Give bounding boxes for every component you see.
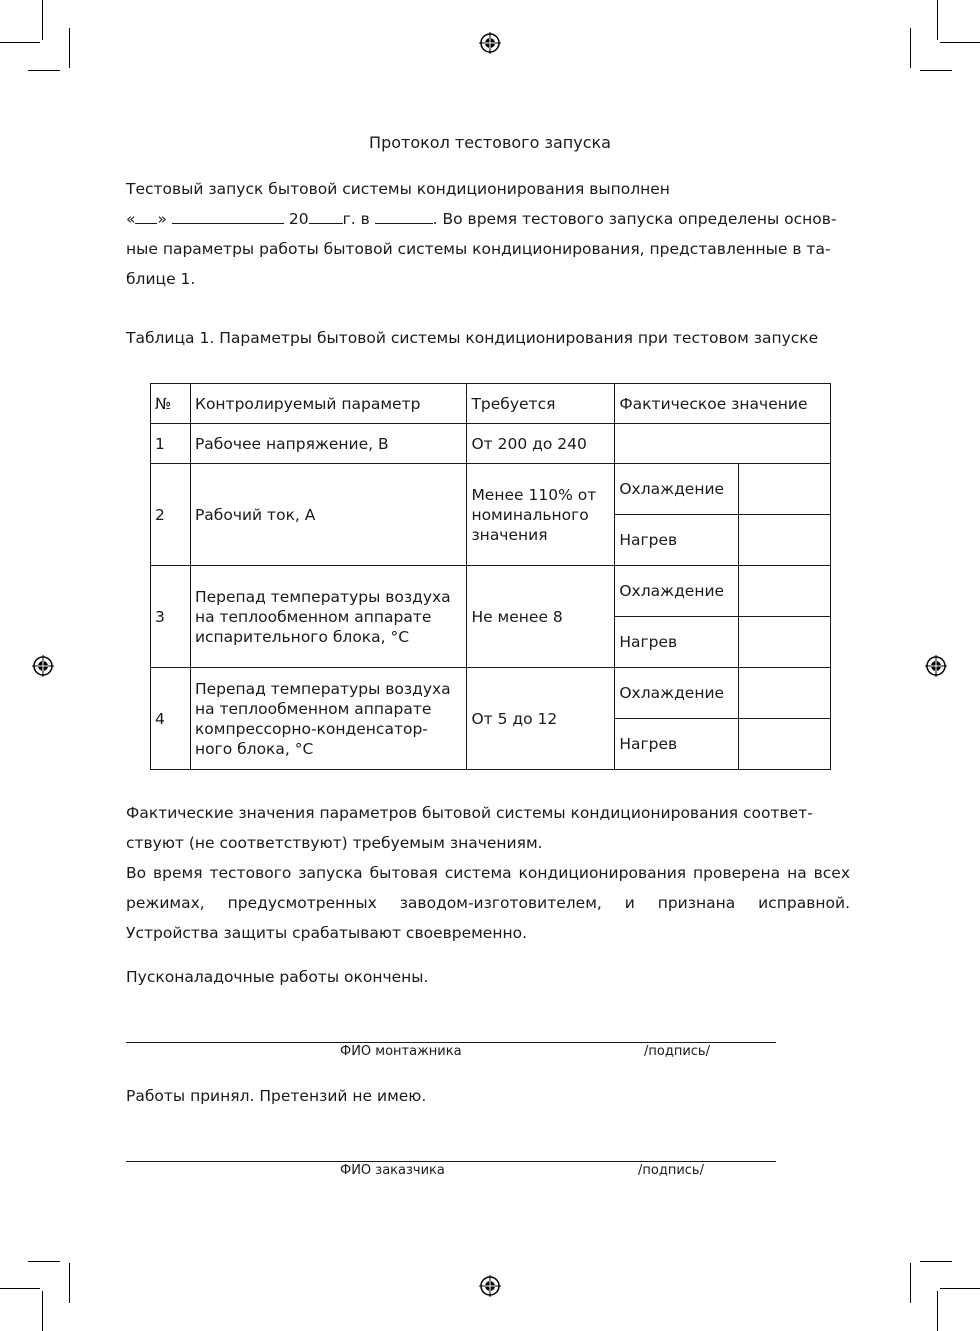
actual-value-cell[interactable] xyxy=(615,424,831,464)
works-finished-text: Пусконаладочные работы окончены. xyxy=(126,968,429,986)
conclusion-line-2: ствуют (не соответствуют) требуемым значениям. xyxy=(126,834,543,852)
actual-value-cell[interactable] xyxy=(739,668,831,719)
intro-line-4: блице 1. xyxy=(126,270,196,288)
installer-signature-line[interactable] xyxy=(126,1042,776,1043)
intro-paragraph xyxy=(126,174,850,294)
installer-sign-label: /подпись/ xyxy=(644,1044,710,1059)
table-row xyxy=(151,464,831,515)
row-required: Не менее 8 xyxy=(467,566,615,668)
actual-value-cell[interactable] xyxy=(739,566,831,617)
row-parameter: Рабочее напряжение, В xyxy=(190,424,467,464)
mode-heating: Нагрев xyxy=(615,617,739,668)
registration-mark-icon xyxy=(479,32,501,54)
intro-line-1: Тестовый запуск бытовой системы кондиционирования выполнен xyxy=(126,180,670,198)
conclusion-line-1: Фактические значения параметров бытовой системы кондиционирования соответ- xyxy=(126,804,813,822)
header-required: Требуется xyxy=(467,384,615,424)
year-blank[interactable] xyxy=(309,209,343,224)
table-row xyxy=(151,668,831,719)
actual-value-cell[interactable] xyxy=(739,617,831,668)
quote-close: » xyxy=(157,210,167,228)
row-parameter: Перепад температуры воздуха на теплообменном аппарате компрессорно-конденсатор-ного блока, °С xyxy=(190,668,467,770)
city-blank[interactable] xyxy=(375,209,433,224)
intro-line-2-rest: . Во время тестового запуска определены основ- xyxy=(432,210,837,228)
customer-signature-line[interactable] xyxy=(126,1161,776,1162)
actual-value-cell[interactable] xyxy=(739,515,831,566)
year-prefix: 20 xyxy=(288,210,309,228)
actual-value-cell[interactable] xyxy=(739,464,831,515)
row-required: Менее 110% от номинального значения xyxy=(467,464,615,566)
header-actual-value: Фактическое значение xyxy=(615,384,831,424)
quote-open: « xyxy=(126,210,136,228)
row-number: 3 xyxy=(151,566,191,668)
header-parameter: Контролируемый параметр xyxy=(190,384,467,424)
month-blank[interactable] xyxy=(172,209,284,224)
registration-mark-icon xyxy=(925,655,947,677)
actual-value-cell[interactable] xyxy=(739,719,831,770)
mode-cooling: Охлаждение xyxy=(615,566,739,617)
customer-name-label: ФИО заказчика xyxy=(340,1163,445,1178)
row-parameter: Рабочий ток, А xyxy=(190,464,467,566)
day-blank[interactable] xyxy=(135,209,157,224)
customer-sign-label: /подпись/ xyxy=(638,1163,704,1178)
page-title: Протокол тестового запуска xyxy=(369,133,611,152)
mode-cooling: Охлаждение xyxy=(615,668,739,719)
row-number: 1 xyxy=(151,424,191,464)
row-number: 4 xyxy=(151,668,191,770)
city-prefix: г. в xyxy=(342,210,370,228)
conclusion-paragraph xyxy=(126,798,850,948)
row-number: 2 xyxy=(151,464,191,566)
header-number: № xyxy=(151,384,191,424)
table-row xyxy=(151,424,831,464)
row-required: От 200 до 240 xyxy=(467,424,615,464)
mode-heating: Нагрев xyxy=(615,515,739,566)
table-row xyxy=(151,566,831,617)
row-parameter: Перепад температуры воздуха на теплообменном аппарате испарительного блока, °С xyxy=(190,566,467,668)
mode-heating: Нагрев xyxy=(615,719,739,770)
registration-mark-icon xyxy=(32,655,54,677)
registration-mark-icon xyxy=(479,1275,501,1297)
mode-cooling: Охлаждение xyxy=(615,464,739,515)
intro-line-2 xyxy=(126,204,850,234)
row-required: От 5 до 12 xyxy=(467,668,615,770)
accepted-text: Работы принял. Претензий не имею. xyxy=(126,1087,427,1105)
installer-name-label: ФИО монтажника xyxy=(340,1044,462,1059)
table-header-row xyxy=(151,384,831,424)
intro-line-3: ные параметры работы бытовой системы кондиционирования, представленные в та- xyxy=(126,240,831,258)
table-caption: Таблица 1. Параметры бытовой системы кондиционирования при тестовом запуске xyxy=(126,329,819,347)
parameters-table xyxy=(150,383,831,770)
conclusion-paragraph-2: Во время тестового запуска бытовая система кондиционирования проверена на всех режимах, предусмотренных заводом-изготовителем, и признана исправной. Устройства защиты срабатывают своевременно. xyxy=(126,864,850,942)
